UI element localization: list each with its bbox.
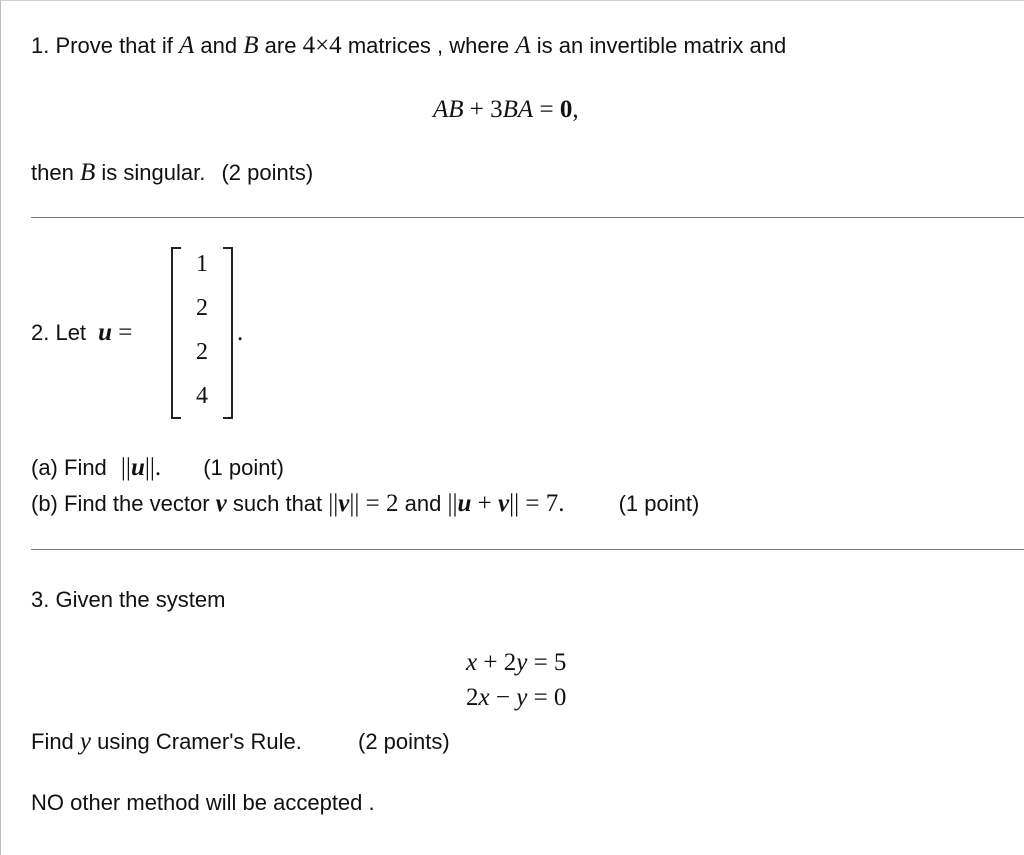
q1-singular: is singular. [101, 160, 206, 185]
q3-equation-1: x + 2y = 5 [466, 649, 567, 676]
q1-equation: AB + 3BA = 0, [433, 96, 579, 123]
q2b-line [31, 490, 699, 518]
q1-conclusion-line [31, 159, 313, 187]
q2b-text: (b) Find the vector [31, 491, 210, 516]
q1-text-2: matrices , where [347, 33, 510, 58]
q3-points: (2 points) [358, 729, 450, 754]
q2-vector-u: u [98, 319, 113, 346]
vector-entry-3: 2 [196, 339, 208, 365]
q2a-norm-open: || [120, 454, 131, 481]
q2b-condition-2: ||u + v|| = 7. [447, 490, 565, 517]
q3-find: Find [31, 729, 74, 754]
q1-matrix-b-2: B [79, 159, 96, 186]
q1-then: then [31, 160, 74, 185]
q3-cramer: using Cramer's Rule. [97, 729, 302, 754]
q1-matrix-b: B [243, 32, 259, 59]
q2-column-vector [171, 247, 233, 419]
q1-text: Prove that if [55, 33, 173, 58]
q2-period: . [237, 319, 244, 346]
divider-1 [31, 217, 1024, 218]
q2a-vector-u: u [130, 454, 145, 481]
q1-dimension: 4×4 [302, 32, 342, 59]
q2-let-line [31, 319, 132, 347]
q1-text-3: is an invertible matrix and [536, 33, 787, 58]
q2a-line [31, 454, 284, 482]
vector-entry-4: 4 [196, 383, 208, 409]
q2b-points: (1 point) [618, 491, 700, 516]
q1-matrix-a: A [179, 32, 195, 59]
q1-are: are [264, 33, 297, 58]
q2a-points: (1 point) [203, 455, 284, 480]
vector-entry-1: 1 [196, 251, 208, 277]
q2b-vector-v: v [215, 490, 227, 517]
vector-entry-2: 2 [196, 295, 208, 321]
q3-title: 3. Given the system [31, 587, 226, 612]
q1-statement-line [31, 32, 786, 60]
q2-equals: = [118, 319, 133, 346]
q2a-text: (a) Find [31, 455, 107, 480]
q1-number: 1. [31, 33, 50, 58]
q3-equation-2: 2x − y = 0 [466, 684, 567, 711]
q2b-and: and [404, 491, 442, 516]
q1-points: (2 points) [221, 160, 314, 185]
divider-2 [31, 549, 1024, 550]
q1-and: and [200, 33, 238, 58]
q3-find-line [31, 728, 450, 756]
q1-matrix-a-2: A [515, 32, 531, 59]
q3-note: NO other method will be accepted . [31, 790, 375, 815]
q2b-such-that: such that [232, 491, 323, 516]
q2-label: 2. Let [31, 320, 87, 345]
q2a-norm-close: ||. [144, 454, 162, 481]
q2b-condition-1: ||v|| = 2 [328, 490, 399, 517]
q3-variable-y: y [79, 728, 92, 755]
